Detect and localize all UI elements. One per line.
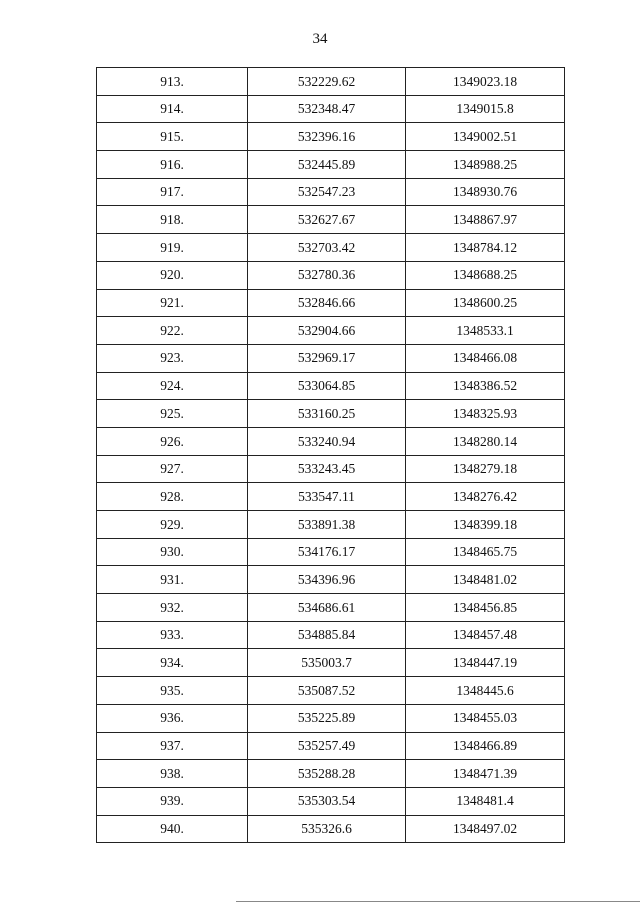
point-number-cell: 932. (97, 594, 248, 622)
x-coordinate-cell: 535288.28 (248, 760, 406, 788)
y-coordinate-cell: 1348386.52 (406, 372, 565, 400)
x-coordinate-cell: 535003.7 (248, 649, 406, 677)
table-row (97, 649, 565, 677)
point-number-cell: 917. (97, 178, 248, 206)
table-row (97, 206, 565, 234)
y-coordinate-cell: 1348988.25 (406, 151, 565, 179)
y-coordinate-cell: 1348600.25 (406, 289, 565, 317)
y-coordinate-cell: 1348455.03 (406, 704, 565, 732)
y-coordinate-cell: 1348465.75 (406, 538, 565, 566)
table-row (97, 151, 565, 179)
y-coordinate-cell: 1348688.25 (406, 261, 565, 289)
x-coordinate-cell: 532703.42 (248, 234, 406, 262)
x-coordinate-cell: 534176.17 (248, 538, 406, 566)
x-coordinate-cell: 533547.11 (248, 483, 406, 511)
x-coordinate-cell: 532547.23 (248, 178, 406, 206)
table-row (97, 677, 565, 705)
table-row (97, 538, 565, 566)
point-number-cell: 924. (97, 372, 248, 400)
point-number-cell: 928. (97, 483, 248, 511)
point-number-cell: 922. (97, 317, 248, 345)
x-coordinate-cell: 535326.6 (248, 815, 406, 843)
point-number-cell: 934. (97, 649, 248, 677)
y-coordinate-cell: 1348276.42 (406, 483, 565, 511)
y-coordinate-cell: 1349002.51 (406, 123, 565, 151)
point-number-cell: 923. (97, 344, 248, 372)
point-number-cell: 916. (97, 151, 248, 179)
table-row (97, 483, 565, 511)
point-number-cell: 925. (97, 400, 248, 428)
x-coordinate-cell: 534885.84 (248, 621, 406, 649)
point-number-cell: 919. (97, 234, 248, 262)
x-coordinate-cell: 535087.52 (248, 677, 406, 705)
y-coordinate-cell: 1348456.85 (406, 594, 565, 622)
table-row (97, 68, 565, 96)
y-coordinate-cell: 1348399.18 (406, 511, 565, 539)
x-coordinate-cell: 532348.47 (248, 95, 406, 123)
point-number-cell: 915. (97, 123, 248, 151)
point-number-cell: 918. (97, 206, 248, 234)
point-number-cell: 936. (97, 704, 248, 732)
y-coordinate-cell: 1348447.19 (406, 649, 565, 677)
y-coordinate-cell: 1348466.08 (406, 344, 565, 372)
y-coordinate-cell: 1349015.8 (406, 95, 565, 123)
table-row (97, 427, 565, 455)
y-coordinate-cell: 1348325.93 (406, 400, 565, 428)
x-coordinate-cell: 535225.89 (248, 704, 406, 732)
point-number-cell: 937. (97, 732, 248, 760)
table-row (97, 123, 565, 151)
y-coordinate-cell: 1348457.48 (406, 621, 565, 649)
x-coordinate-cell: 532445.89 (248, 151, 406, 179)
point-number-cell: 913. (97, 68, 248, 96)
point-number-cell: 920. (97, 261, 248, 289)
x-coordinate-cell: 533891.38 (248, 511, 406, 539)
x-coordinate-cell: 532969.17 (248, 344, 406, 372)
point-number-cell: 927. (97, 455, 248, 483)
x-coordinate-cell: 533243.45 (248, 455, 406, 483)
point-number-cell: 938. (97, 760, 248, 788)
y-coordinate-cell: 1348481.02 (406, 566, 565, 594)
y-coordinate-cell: 1348445.6 (406, 677, 565, 705)
table-row (97, 372, 565, 400)
table-row (97, 732, 565, 760)
y-coordinate-cell: 1348533.1 (406, 317, 565, 345)
table-row (97, 261, 565, 289)
point-number-cell: 926. (97, 427, 248, 455)
y-coordinate-cell: 1348867.97 (406, 206, 565, 234)
table-row (97, 815, 565, 843)
point-number-cell: 933. (97, 621, 248, 649)
y-coordinate-cell: 1349023.18 (406, 68, 565, 96)
table-row (97, 178, 565, 206)
table-row (97, 511, 565, 539)
y-coordinate-cell: 1348481.4 (406, 787, 565, 815)
x-coordinate-cell: 534396.96 (248, 566, 406, 594)
coordinates-table (96, 67, 565, 843)
point-number-cell: 930. (97, 538, 248, 566)
x-coordinate-cell: 532396.16 (248, 123, 406, 151)
table-row (97, 566, 565, 594)
table-row (97, 621, 565, 649)
x-coordinate-cell: 532627.67 (248, 206, 406, 234)
y-coordinate-cell: 1348930.76 (406, 178, 565, 206)
y-coordinate-cell: 1348784.12 (406, 234, 565, 262)
y-coordinate-cell: 1348497.02 (406, 815, 565, 843)
table-row (97, 317, 565, 345)
x-coordinate-cell: 532780.36 (248, 261, 406, 289)
point-number-cell: 940. (97, 815, 248, 843)
page-edge-line (236, 901, 640, 902)
y-coordinate-cell: 1348279.18 (406, 455, 565, 483)
x-coordinate-cell: 533240.94 (248, 427, 406, 455)
table-row (97, 760, 565, 788)
table-row (97, 95, 565, 123)
x-coordinate-cell: 533160.25 (248, 400, 406, 428)
y-coordinate-cell: 1348280.14 (406, 427, 565, 455)
table-row (97, 234, 565, 262)
y-coordinate-cell: 1348471.39 (406, 760, 565, 788)
x-coordinate-cell: 535257.49 (248, 732, 406, 760)
table-row (97, 344, 565, 372)
y-coordinate-cell: 1348466.89 (406, 732, 565, 760)
x-coordinate-cell: 532229.62 (248, 68, 406, 96)
point-number-cell: 931. (97, 566, 248, 594)
x-coordinate-cell: 532846.66 (248, 289, 406, 317)
x-coordinate-cell: 533064.85 (248, 372, 406, 400)
point-number-cell: 929. (97, 511, 248, 539)
coordinates-table-body (97, 68, 565, 843)
table-row (97, 594, 565, 622)
point-number-cell: 939. (97, 787, 248, 815)
x-coordinate-cell: 535303.54 (248, 787, 406, 815)
point-number-cell: 921. (97, 289, 248, 317)
page-number: 34 (312, 31, 328, 47)
x-coordinate-cell: 534686.61 (248, 594, 406, 622)
point-number-cell: 914. (97, 95, 248, 123)
table-row (97, 455, 565, 483)
point-number-cell: 935. (97, 677, 248, 705)
table-row (97, 704, 565, 732)
table-row (97, 289, 565, 317)
x-coordinate-cell: 532904.66 (248, 317, 406, 345)
table-row (97, 400, 565, 428)
table-row (97, 787, 565, 815)
